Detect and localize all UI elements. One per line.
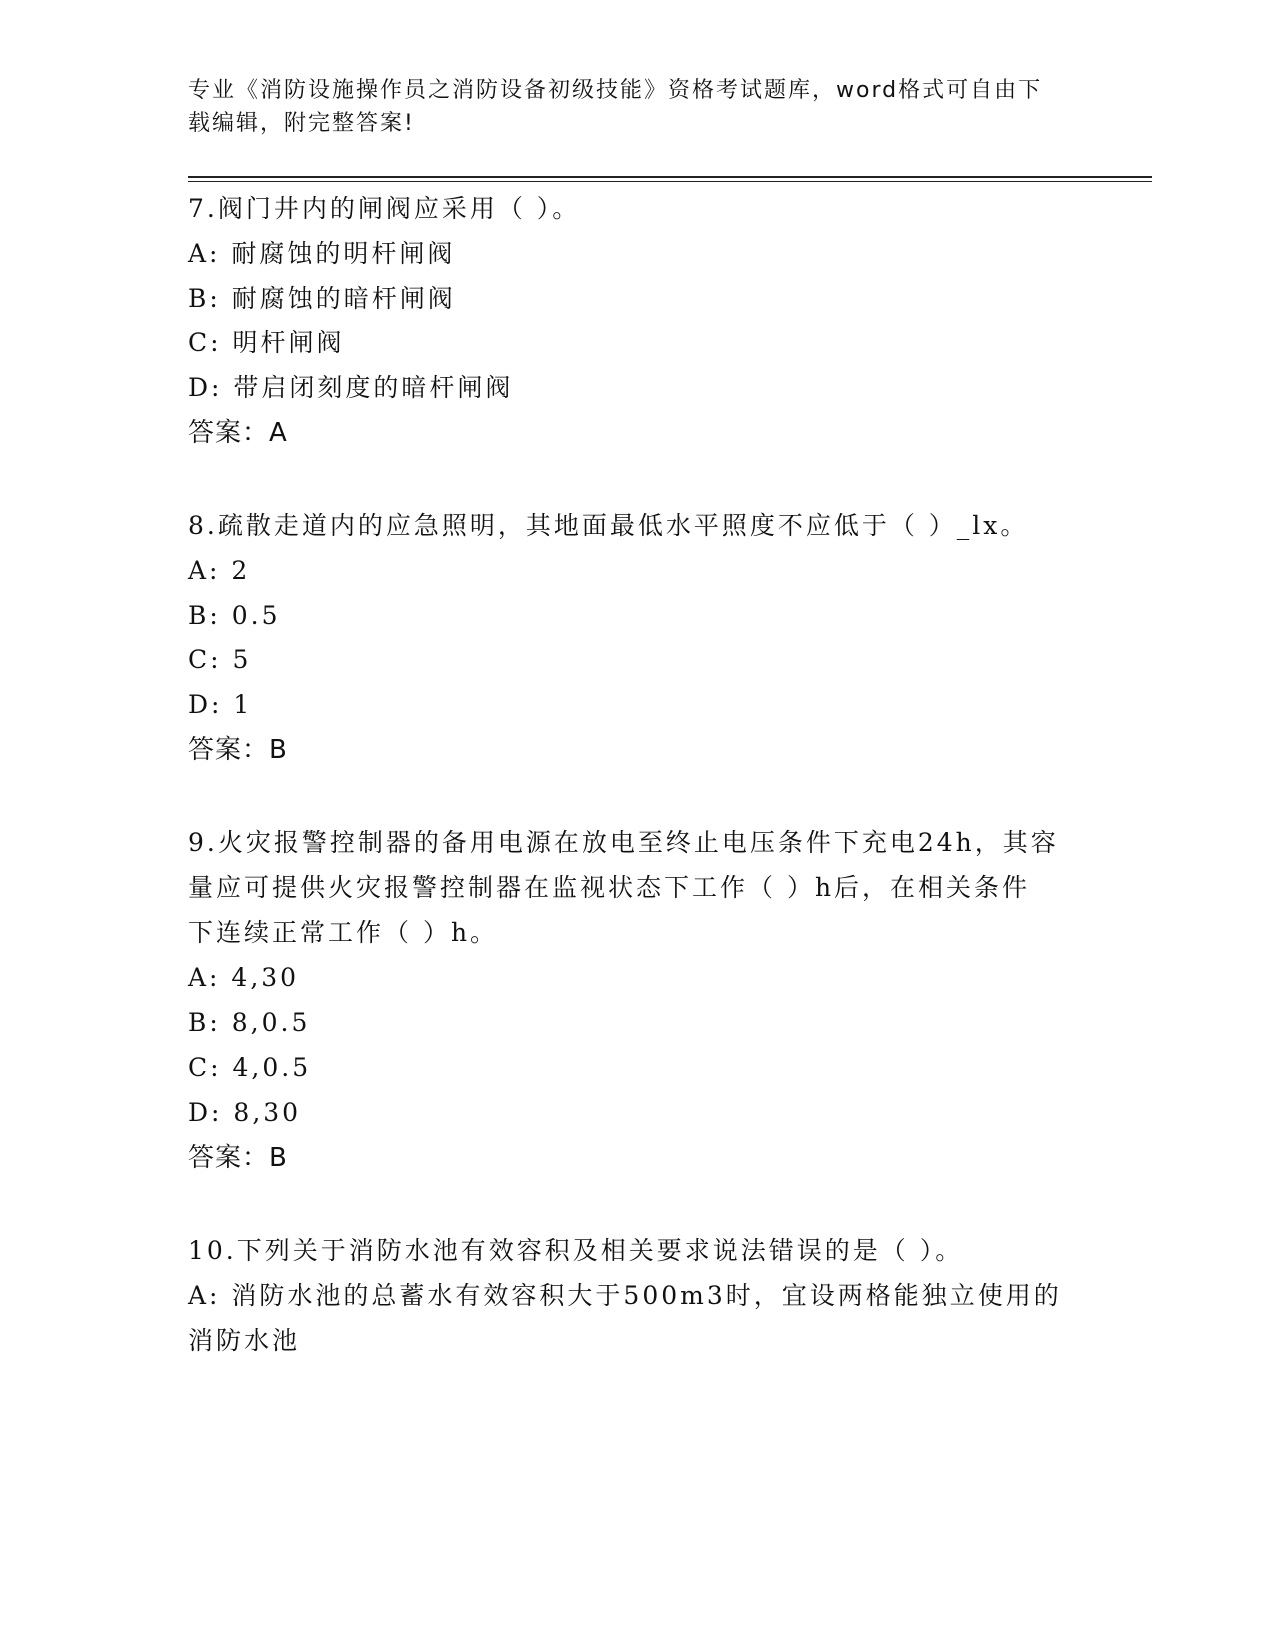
question-8-text: 8.疏散走道内的应急照明，其地面最低水平照度不应低于（ ）_lx。: [188, 511, 1029, 540]
question-7-option-a: A: 耐腐蚀的明杆闸阀: [188, 239, 456, 268]
question-8-option-a: A: 2: [188, 556, 251, 585]
header-divider-thin: [188, 181, 1152, 182]
header-line-1: 专业《消防设施操作员之消防设备初级技能》资格考试题库，word格式可自由下: [188, 78, 1043, 103]
question-8-option-c: C: 5: [188, 645, 252, 674]
question-10-option-a-line-1: A: 消防水池的总蓄水有效容积大于500m3时，宜设两格能独立使用的: [188, 1281, 1062, 1310]
question-9-text-line-2: 量应可提供火灾报警控制器在监视状态下工作（ ）h后，在相关条件: [188, 873, 1031, 902]
question-7-option-d: D: 带启闭刻度的暗杆闸阀: [188, 373, 514, 402]
header-line-2: 载编辑，附完整答案!: [188, 111, 415, 136]
question-8-answer: 答案：B: [188, 735, 288, 765]
question-9-option-c: C: 4,0.5: [188, 1053, 312, 1082]
question-9-option-b: B: 8,0.5: [188, 1008, 311, 1037]
question-7-option-b: B: 耐腐蚀的暗杆闸阀: [188, 284, 456, 313]
header-divider-thick: [188, 176, 1152, 178]
question-10-text: 10.下列关于消防水池有效容积及相关要求说法错误的是（ ）。: [188, 1236, 964, 1265]
question-7-option-c: C: 明杆闸阀: [188, 328, 345, 357]
question-10-option-a-line-2: 消防水池: [188, 1326, 301, 1355]
question-9-text-line-1: 9.火灾报警控制器的备用电源在放电至终止电压条件下充电24h，其容: [188, 828, 1059, 857]
document-header: [188, 74, 1068, 140]
question-7-answer: 答案：A: [188, 418, 288, 448]
question-7-text: 7.阀门井内的闸阀应采用（ ）。: [188, 194, 581, 223]
question-8-option-d: D: 1: [188, 690, 253, 719]
question-8-option-b: B: 0.5: [188, 601, 281, 630]
question-9-text-line-3: 下连续正常工作（ ）h。: [188, 918, 499, 947]
question-9-option-d: D: 8,30: [188, 1098, 302, 1127]
question-9-answer: 答案：B: [188, 1143, 288, 1173]
question-9-option-a: A: 4,30: [188, 963, 300, 992]
